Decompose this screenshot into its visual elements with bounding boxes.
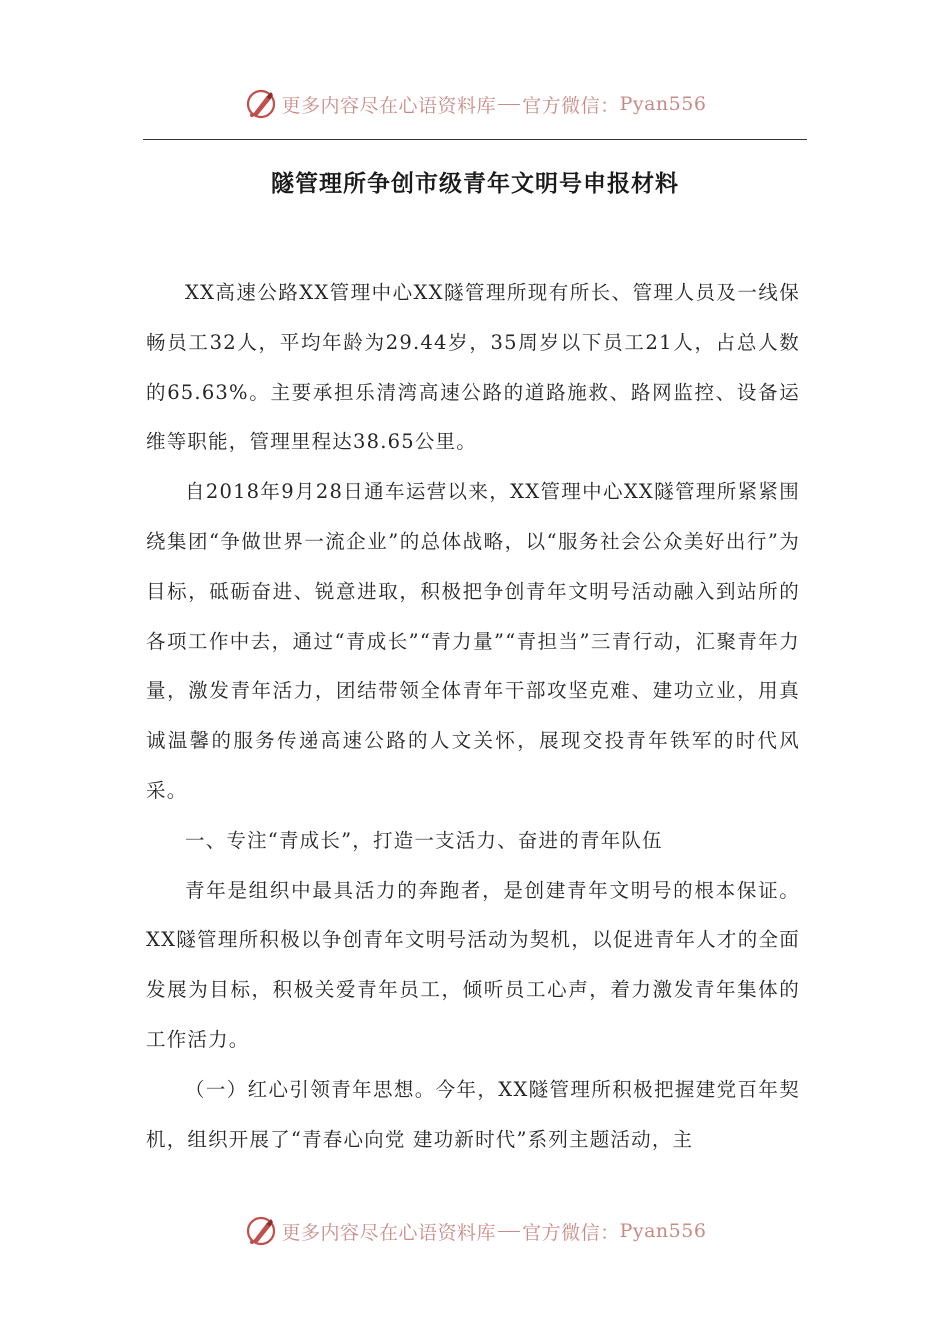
header-rule [143, 139, 807, 140]
section-heading-1: 一、专注“青成长”，打造一支活力、奋进的青年队伍 [185, 828, 663, 852]
watermark-dash [498, 1231, 520, 1232]
paragraph-4: （一）红心引领青年思想。今年，XX隧管理所积极把握建党百年契机，组织开展了“青春心向党 建功新时代”系列主题活动，主 [146, 1077, 800, 1151]
watermark-wechat-id: Pyan556 [619, 1220, 707, 1242]
watermark-site: 更多内容尽在心语资料库 [281, 94, 497, 117]
watermark-site: 更多内容尽在心语资料库 [281, 1221, 497, 1244]
paragraph-1: XX高速公路XX管理中心XX隧管理所现有所长、管理人员及一线保畅员工32人，平均年龄为29.44岁，35周岁以下员工21人，占总人数的65.63%。主要承担乐清湾高速公路的道路施救、路网监控、设备运维等职能，管理里程达38.65公里。 [146, 281, 800, 454]
watermark-wechat-label: 官方微信： [522, 1221, 620, 1244]
header-watermark [0, 82, 950, 126]
paragraph-2: 自2018年9月28日通车运营以来，XX管理中心XX隧管理所紧紧围绕集团“争做世界一流企业”的总体战略，以“服务社会公众美好出行”为目标，砥砺奋进、锐意进取，积极把争创青年文明号活动融入到站所的各项工作中去，通过“青成长”“青力量”“青担当”三青行动，汇聚青年力量，激发青年活力，团结带领全体青年干部攻坚克难、建功立业，用真诚温馨的服务传递高速公路的人文关怀，展现交投青年铁军的时代风采。 [146, 480, 800, 802]
paragraph-3: 青年是组织中最具活力的奔跑者，是创建青年文明号的根本保证。XX隧管理所积极以争创青年文明号活动为契机，以促进青年人才的全面发展为目标，积极关爱青年员工，倾听员工心声，着力激发青年集体的工作活力。 [146, 878, 800, 1051]
document-body [146, 268, 800, 1164]
document-title: 隧管理所争创市级青年文明号申报材料 [271, 171, 679, 197]
pen-nib-icon [244, 1214, 278, 1248]
watermark-wechat-id: Pyan556 [619, 93, 707, 115]
watermark-wechat-label: 官方微信： [522, 94, 620, 117]
watermark-dash [498, 104, 520, 105]
pen-nib-icon [244, 87, 278, 121]
footer-watermark [0, 1209, 950, 1253]
